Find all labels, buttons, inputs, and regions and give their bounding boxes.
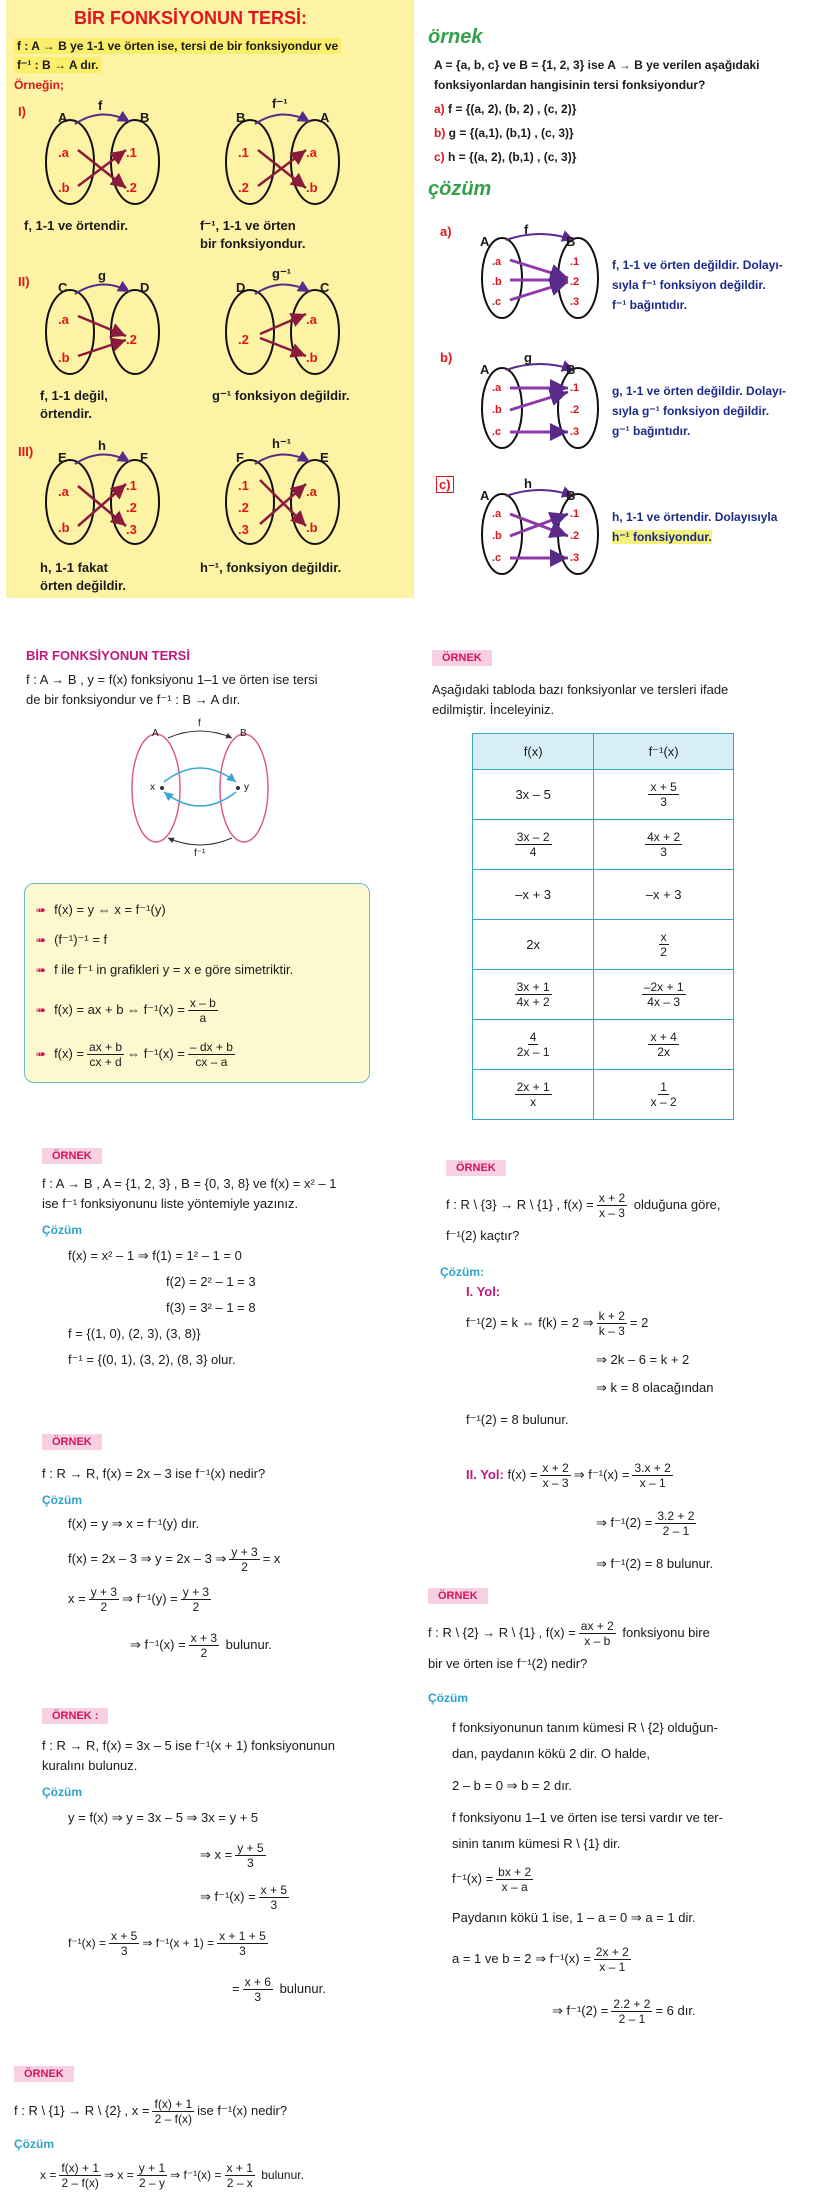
table-cell: $\frac{4x + 2}{3}$ (594, 820, 734, 870)
caption-4: g⁻¹ fonksiyon değildir. (212, 388, 350, 403)
ex1-q1: f : A → B , A = {1, 2, 3} , B = {0, 3, 8} ve f(x) = x² – 1 (42, 1176, 337, 1191)
ex1-l3: f(3) = 3² – 1 = 8 (166, 1300, 256, 1315)
ex5-yol1: I. Yol: (466, 1284, 501, 1299)
table-cell: $\frac{x + 5}{3}$ (594, 770, 734, 820)
elem-b: .b (306, 180, 318, 195)
table-cell: $\frac{x + 4}{2x}$ (594, 1020, 734, 1070)
ex3-q1: f : R → R, f(x) = 3x – 5 ise f⁻¹(x + 1) fonksiyonunun (42, 1738, 335, 1753)
elem-3: .3 (570, 552, 580, 564)
ex6-q2: bir ve örten ise f⁻¹(2) nedir? (428, 1656, 588, 1671)
set-a-label: A (320, 110, 330, 125)
ex3-l3: ⇒ f⁻¹(x) = $\frac{x + 5}{3}$ (200, 1883, 288, 1913)
elem-2: .2 (126, 332, 137, 347)
ex3-l1: y = f(x) ⇒ y = 3x – 5 ⇒ 3x = y + 5 (68, 1810, 259, 1825)
table-row (473, 1070, 734, 1120)
ex1-label: ÖRNEK (42, 1148, 102, 1164)
elem-a: .a (492, 508, 502, 520)
map-h-label: h (98, 438, 106, 453)
ex4-s: x = $\frac{f(x) + 1}{2 - f(x)}$ ⇒ x = $\frac{y + 1}{2 - y}$ ⇒ f⁻¹(x) = $\frac{x + 1}{2 - x}$ bulunur. (40, 2161, 304, 2191)
map-f-inv-label: f⁻¹ (272, 96, 288, 111)
col-fx: f(x) (473, 734, 594, 770)
table-cell: –x + 3 (594, 870, 734, 920)
ex3-l2: ⇒ x = $\frac{y + 5}{3}$ (200, 1841, 264, 1871)
ex3-q2: kuralını bulunuz. (42, 1758, 138, 1773)
elem-1: .1 (570, 382, 580, 394)
ornek-option-a: a) f = {(a, 2), (b, 2) , (c, 2)} (434, 102, 577, 116)
ex5-l2: ⇒ 2k – 6 = k + 2 (596, 1352, 690, 1367)
set-b-label: B (236, 110, 246, 125)
ex4-label: ÖRNEK (14, 2066, 74, 2082)
set-a-label: A (480, 362, 490, 377)
sol-key-c: c) (436, 476, 454, 493)
ex3-label: ÖRNEK : (42, 1708, 108, 1724)
table-ex-label: ÖRNEK (432, 650, 492, 666)
ex5-q: f : R \ {3} → R \ {1} , f(x) = $\frac{x + 2}{x - 3}$ olduğuna göre, (446, 1191, 721, 1221)
elem-a: .a (492, 382, 502, 394)
diagram-f-label: f (198, 718, 201, 729)
caption-2a: f⁻¹, 1-1 ve örten (200, 218, 296, 233)
table-cell: 3x – 5 (473, 770, 594, 820)
sol-a-1: f, 1-1 ve örten değildir. Dolayı- (612, 258, 783, 272)
sol-key-b: b) (440, 350, 453, 365)
table-header-row (473, 734, 734, 770)
section2-line1: f : A → B , y = f(x) fonksiyonu 1–1 ve örten ise tersi (26, 672, 318, 687)
ex1-l1: f(x) = x² – 1 ⇒ f(1) = 1² – 1 = 0 (68, 1248, 242, 1263)
caption-3a: f, 1-1 değil, (40, 388, 108, 403)
prop-4: ➠ f(x) = ax + b ⇔ f⁻¹(x) = $\frac{x - b}{a}$ (36, 996, 216, 1025)
table-row (473, 920, 734, 970)
ex5-m2: ⇒ f⁻¹(2) = $\frac{3.2 + 2}{2 - 1}$ (596, 1509, 695, 1539)
elem-2: .2 (126, 500, 137, 515)
set-a-label: A (480, 488, 490, 503)
elem-1: .1 (126, 145, 137, 160)
elem-a: .a (492, 256, 502, 268)
sol-b-2: sıyla g⁻¹ fonksiyon değildir. (612, 404, 770, 418)
caption-1: f, 1-1 ve örtendir. (24, 218, 129, 233)
table-cell: $\frac{3x + 1}{4x + 2}$ (473, 970, 594, 1020)
map-h-inv-label: h⁻¹ (272, 436, 292, 451)
set-c-label: C (58, 280, 68, 295)
prop-5: ➠ f(x) = $\frac{ax + b}{cx + d}$ ⇔ f⁻¹(x) = $\frac{- dx + b}{cx - a}$ (36, 1040, 233, 1069)
elem-a: .a (58, 484, 69, 499)
ornek-option-b: b) g = {(a,1), (b,1) , (c, 3)} (434, 126, 574, 140)
ex2-l2: f(x) = 2x – 3 ⇒ y = 2x – 3 ⇒ $\frac{y + 3}{2}$ = x (68, 1545, 281, 1575)
caption-2b: bir fonksiyondur. (200, 236, 306, 251)
set-b-label: B (140, 110, 150, 125)
ex6-sol: Çözüm (428, 1691, 468, 1705)
sol-c-2: h⁻¹ fonksiyondur. (612, 530, 712, 544)
ex1-l5: f⁻¹ = {(0, 1), (3, 2), (8, 3} olur. (68, 1352, 236, 1367)
ex6-l3: 2 – b = 0 ⇒ b = 2 dır. (452, 1778, 573, 1793)
ex5-q2: f⁻¹(2) kaçtır? (446, 1228, 520, 1243)
elem-b: .b (306, 350, 318, 365)
inverse-table (472, 733, 734, 1120)
ex5-yol2: II. Yol: f(x) = $\frac{x + 2}{x - 3}$ ⇒ f⁻¹(x) = $\frac{3.x + 2}{x - 1}$ (466, 1461, 671, 1491)
top-def-line1: f : A → B ye 1-1 ve örten ise, tersi de bir fonksiyondur ve (14, 38, 341, 54)
set-e-label: E (58, 450, 67, 465)
ex6-l4: f fonksiyonu 1–1 ve örten ise tersi vardır ve ter- (452, 1810, 723, 1825)
ex6-l5: sinin tanım kümesi R \ {1} dir. (452, 1836, 621, 1851)
table-cell: $\frac{4}{2x - 1}$ (473, 1020, 594, 1070)
ex2-q: f : R → R, f(x) = 2x – 3 ise f⁻¹(x) nedir? (42, 1466, 266, 1481)
diagram-b-label: B (240, 728, 247, 739)
map-g-label: g (98, 268, 106, 283)
prop-3: ➠ f ile f⁻¹ in grafikleri y = x e göre simetriktir. (36, 962, 294, 977)
ex6-l8: a = 1 ve b = 2 ⇒ f⁻¹(x) = $\frac{2x + 2}{x - 1}$ (452, 1945, 629, 1975)
ex5-l3: ⇒ k = 8 olacağından (596, 1380, 714, 1395)
diagram-f-1 (30, 100, 180, 210)
table-row (473, 970, 734, 1020)
ex1-l2: f(2) = 2² – 1 = 3 (166, 1274, 256, 1289)
diagram-h-inv (210, 440, 360, 550)
diagram-finv-label: f⁻¹ (194, 848, 206, 859)
ex6-l7: Paydanın kökü 1 ise, 1 – a = 0 ⇒ a = 1 dir. (452, 1910, 696, 1925)
ex2-l4: ⇒ f⁻¹(x) = $\frac{x + 3}{2}$ bulunur. (130, 1631, 272, 1661)
roman-2: II) (18, 274, 30, 289)
map-g-label: g (524, 350, 532, 365)
elem-b: .b (306, 520, 318, 535)
set-c-label: C (320, 280, 330, 295)
elem-3: .3 (126, 522, 137, 537)
roman-1: I) (18, 104, 26, 119)
elem-1: .1 (238, 145, 249, 160)
ornek-heading: örnek (428, 26, 483, 48)
table-row (473, 770, 734, 820)
elem-3: .3 (238, 522, 249, 537)
ex5-l4: f⁻¹(2) = 8 bulunur. (466, 1412, 569, 1427)
ex2-sol: Çözüm (42, 1493, 82, 1507)
ex3-l4: f⁻¹(x) = $\frac{x + 5}{3}$ ⇒ f⁻¹(x + 1) = $\frac{x + 1 + 5}{3}$ (68, 1929, 266, 1959)
set-f-label: F (236, 450, 244, 465)
caption-6: h⁻¹, fonksiyon değildir. (200, 560, 342, 575)
ex6-l2: dan, paydanın kökü 2 dir. O halde, (452, 1746, 651, 1761)
set-a-label: A (480, 234, 490, 249)
ex2-l3: x = $\frac{y + 3}{2}$ ⇒ f⁻¹(y) = $\frac{y + 3}{2}$ (68, 1585, 210, 1615)
ex2-label: ÖRNEK (42, 1434, 102, 1450)
map-h-label: h (524, 476, 532, 491)
prop-1: ➠ f(x) = y ⇔ x = f⁻¹(y) (36, 902, 166, 917)
map-f-label: f (98, 98, 103, 113)
table-ex-line1: Aşağıdaki tabloda bazı fonksiyonlar ve tersleri ifade (432, 682, 729, 697)
map-f-label: f (524, 222, 529, 237)
top-def-line2: f⁻¹ : B → A dır. (14, 57, 101, 73)
elem-a: .a (306, 145, 317, 160)
solution-heading: çözüm (428, 178, 492, 200)
elem-2: .2 (126, 180, 137, 195)
elem-1: .1 (570, 508, 580, 520)
elem-c: .c (492, 426, 502, 438)
ex3-sol: Çözüm (42, 1785, 82, 1799)
diagram-g-inv (210, 270, 360, 380)
elem-b: .b (58, 350, 70, 365)
caption-3b: örtendir. (40, 406, 93, 421)
set-d-label: D (140, 280, 150, 295)
elem-b: .b (492, 276, 502, 288)
section2-line2: de bir fonksiyondur ve f⁻¹ : B → A dır. (26, 692, 241, 707)
elem-a: .a (306, 484, 317, 499)
elem-1: .1 (570, 256, 580, 268)
ex6-q: f : R \ {2} → R \ {1} , f(x) = $\frac{ax + 2}{x - b}$ fonksiyonu bire (428, 1619, 710, 1649)
ex5-l1: f⁻¹(2) = k ⇔ f(k) = 2 ⇒ $\frac{k + 2}{k - 3}$ = 2 (466, 1309, 649, 1339)
table-cell: –x + 3 (473, 870, 594, 920)
sol-c-1: h, 1-1 ve örtendir. Dolayısıyla (612, 510, 778, 524)
elem-b: .b (58, 520, 70, 535)
set-f-label: F (140, 450, 148, 465)
table-cell: $\frac{1}{x - 2}$ (594, 1070, 734, 1120)
inverse-diagram (120, 720, 280, 860)
sol-b-3: g⁻¹ bağıntıdır. (612, 424, 691, 438)
set-a-label: A (58, 110, 68, 125)
diagram-y-label: y (244, 782, 249, 793)
elem-b: .b (58, 180, 70, 195)
elem-2: .2 (570, 276, 580, 288)
sol-diagram-b (470, 358, 610, 458)
ex6-l9: ⇒ f⁻¹(2) = $\frac{2.2 + 2}{2 - 1}$ = 6 dır. (552, 1997, 696, 2027)
top-example-label: Örneğin; (14, 78, 64, 92)
sol-diagram-c (470, 484, 610, 584)
ornek-line2: fonksiyonlardan hangisinin tersi fonksiyondur? (434, 78, 706, 92)
diagram-x-label: x (150, 782, 155, 793)
table-cell: 2x (473, 920, 594, 970)
roman-3: III) (18, 444, 34, 459)
prop-2: ➠ (f⁻¹)⁻¹ = f (36, 932, 108, 947)
ex1-q2: ise f⁻¹ fonksiyonunu liste yöntemiyle yazınız. (42, 1196, 299, 1211)
elem-3: .3 (570, 296, 580, 308)
set-e-label: E (320, 450, 329, 465)
diagram-g (30, 270, 180, 380)
sol-a-2: sıyla f⁻¹ fonksiyon değildir. (612, 278, 766, 292)
ornek-line1: A = {a, b, c} ve B = {1, 2, 3} ise A → B ye verilen aşağıdaki (434, 58, 760, 72)
table-cell: $\frac{x}{2}$ (594, 920, 734, 970)
sol-a-3: f⁻¹ bağıntıdır. (612, 298, 687, 312)
ex4-sol: Çözüm (14, 2137, 54, 2151)
set-b-label: B (566, 362, 576, 377)
section2-title: BİR FONKSİYONUN TERSİ (26, 648, 190, 663)
table-ex-line2: edilmiştir. İnceleyiniz. (432, 702, 555, 717)
ex6-label: ÖRNEK (428, 1588, 488, 1604)
elem-a: .a (58, 312, 69, 327)
set-b-label: B (566, 488, 576, 503)
top-title: BİR FONKSİYONUN TERSİ: (74, 8, 308, 28)
elem-1: .1 (126, 478, 137, 493)
sol-key-a: a) (440, 224, 452, 239)
elem-b: .b (492, 404, 502, 416)
diagram-h (30, 440, 180, 550)
elem-2: .2 (238, 180, 249, 195)
diagram-f-inv-1 (210, 100, 360, 210)
elem-b: .b (492, 530, 502, 542)
elem-c: .c (492, 296, 502, 308)
map-g-inv-label: g⁻¹ (272, 266, 292, 281)
elem-1: .1 (238, 478, 249, 493)
caption-5b: örten değildir. (40, 578, 126, 593)
ex1-sol: Çözüm (42, 1223, 82, 1237)
table-cell: $\frac{-2x + 1}{4x - 3}$ (594, 970, 734, 1020)
ex6-l6: f⁻¹(x) = $\frac{bx + 2}{x - a}$ (452, 1865, 532, 1895)
elem-3: .3 (570, 426, 580, 438)
table-cell: $\frac{2x + 1}{x}$ (473, 1070, 594, 1120)
ex3-l5: = $\frac{x + 6}{3}$ bulunur. (232, 1975, 326, 2005)
ex5-sol: Çözüm: (440, 1265, 484, 1279)
table-row (473, 870, 734, 920)
table-cell: $\frac{3x - 2}{4}$ (473, 820, 594, 870)
ex5-m3: ⇒ f⁻¹(2) = 8 bulunur. (596, 1556, 714, 1571)
ex6-l1: f fonksiyonunun tanım kümesi R \ {2} olduğun- (452, 1720, 718, 1735)
elem-2: .2 (570, 530, 580, 542)
set-b-label: B (566, 234, 576, 249)
table-row (473, 1020, 734, 1070)
elem-c: .c (492, 552, 502, 564)
diagram-a-label: A (152, 728, 159, 739)
col-finv: f⁻¹(x) (594, 734, 734, 770)
elem-a: .a (58, 145, 69, 160)
ex5-label: ÖRNEK (446, 1160, 506, 1176)
table-row (473, 820, 734, 870)
elem-2: .2 (238, 332, 249, 347)
set-d-label: D (236, 280, 246, 295)
ex1-l4: f = {(1, 0), (2, 3), (3, 8)} (68, 1326, 201, 1341)
sol-diagram-a (470, 228, 610, 328)
ex2-l1: f(x) = y ⇒ x = f⁻¹(y) dır. (68, 1516, 200, 1531)
elem-2: .2 (238, 500, 249, 515)
sol-b-1: g, 1-1 ve örten değildir. Dolayı- (612, 384, 787, 398)
elem-2: .2 (570, 404, 580, 416)
ex4-q: f : R \ {1} → R \ {2} , x = $\frac{f(x) + 1}{2 - f(x)}$ ise f⁻¹(x) nedir? (14, 2097, 288, 2127)
ornek-option-c: c) h = {(a, 2), (b,1) , (c, 3)} (434, 150, 577, 164)
caption-5a: h, 1-1 fakat (40, 560, 108, 575)
elem-a: .a (306, 312, 317, 327)
